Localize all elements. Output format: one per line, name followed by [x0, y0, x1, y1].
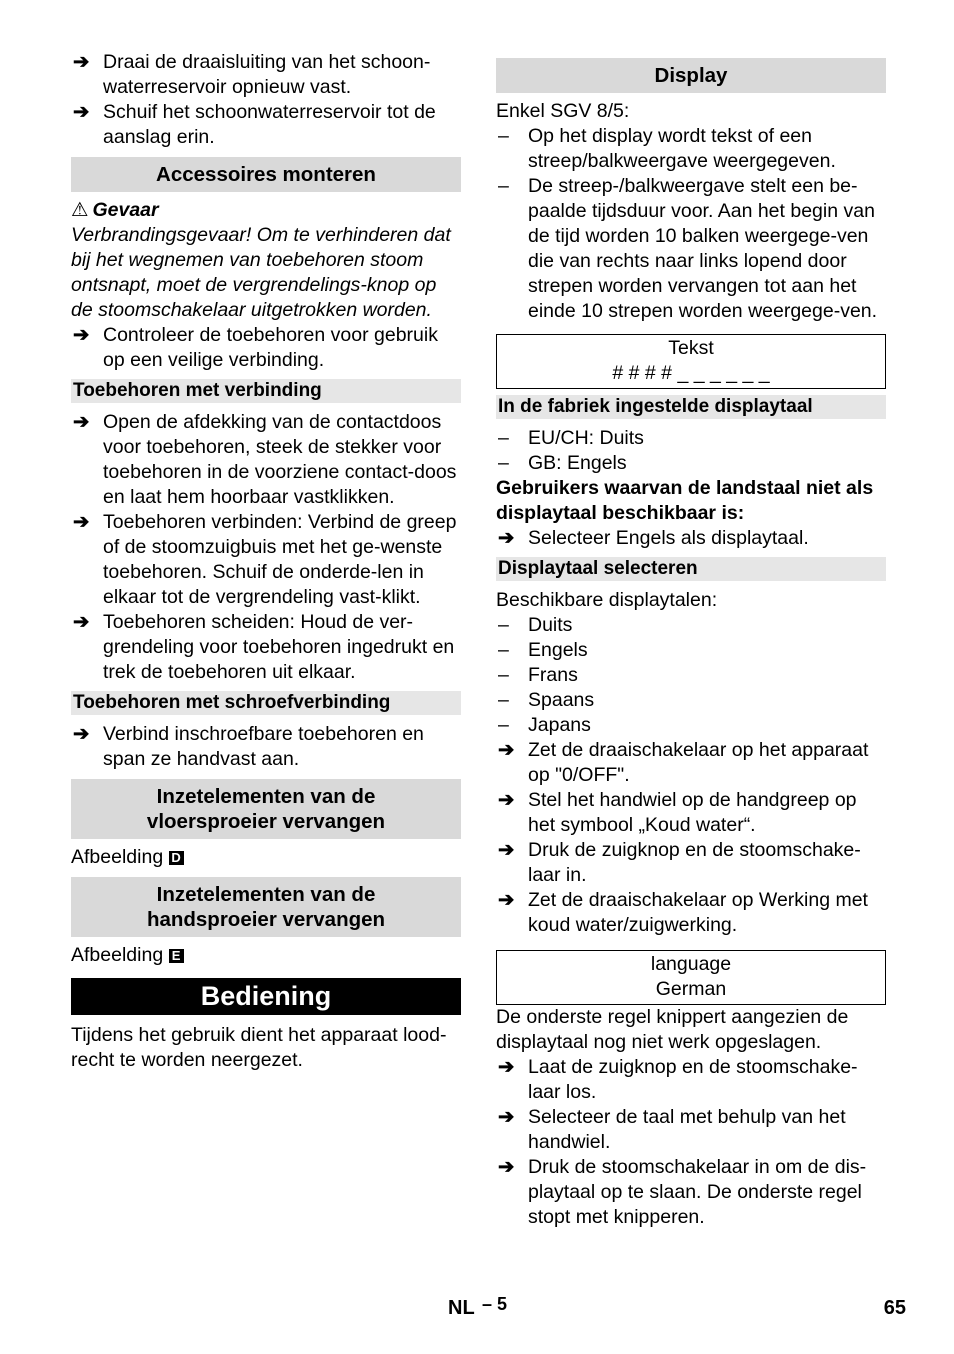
dash-bullet: –: [498, 427, 509, 449]
arrow-right-icon: ➔: [73, 411, 90, 433]
footer-page-total: 65: [883, 1297, 906, 1319]
list-item: – GB: Engels: [498, 452, 627, 474]
list-item: – Japans: [498, 714, 591, 736]
arrow-right-icon: ➔: [498, 739, 515, 761]
list-item: ➔ Open de afdekking van de contactdoos voor toebehoren, steek de stekker voor toebehoren in de voorziene contact-doos en laat hem hoorbaar vastklikken.: [73, 411, 457, 508]
list-item: – EU/CH: Duits: [498, 427, 644, 449]
list-item: ➔ Stel het handwiel op de handgreep op het symbool „Koud water“.: [498, 789, 857, 836]
arrow-right-icon: ➔: [73, 324, 90, 346]
footer-language: NL: [448, 1297, 475, 1319]
arrow-right-icon: ➔: [498, 889, 515, 911]
list-item: ➔ Zet de draaischakelaar op het apparaat op "0/OFF".: [498, 739, 869, 786]
list-item: – Engels: [498, 639, 588, 661]
display-box: language German: [496, 950, 886, 1005]
arrow-right-icon: ➔: [73, 101, 90, 123]
danger-text: Verbrandingsgevaar! Om te verhinderen dat bij het wegnemen van toebehoren stoom ontsnapt, moet de vergrendelings-knop op de stoomschakelaar uitgetrokken worden.: [71, 224, 451, 321]
list-item: – Spaans: [498, 689, 595, 711]
dash-bullet: –: [498, 689, 509, 711]
left-column: [71, 50, 461, 1073]
list-item: ➔ Druk de zuigknop en de stoomschake-laar in.: [498, 839, 861, 886]
right-column: [496, 50, 886, 1230]
arrow-right-icon: ➔: [73, 51, 90, 73]
list-item: – Op het display wordt tekst of een streep/balkweergave weergegeven.: [498, 125, 836, 172]
list-item: ➔ Selecteer de taal met behulp van het handwiel.: [498, 1106, 846, 1153]
dash-bullet: –: [498, 175, 509, 197]
paragraph: Beschikbare displaytalen:: [496, 589, 718, 611]
display-box: Tekst # # # # _ _ _ _ _ _: [496, 334, 886, 389]
section-heading: Inzetelementen van de vloersproeier vervangen: [71, 779, 461, 839]
subsection-heading: Displaytaal selecteren: [496, 557, 886, 581]
dash-bullet: –: [498, 664, 509, 686]
list-item: ➔ Selecteer Engels als displaytaal.: [498, 527, 809, 549]
arrow-right-icon: ➔: [498, 1106, 515, 1128]
dash-bullet: –: [498, 714, 509, 736]
dash-bullet: –: [498, 614, 509, 636]
list-item: – De streep-/balkweergave stelt een be-paalde tijdsduur voor. Aan het begin van de tijd worden 10 balken weergege-ven die van rechts naar links lopend door strepen worden vervangen tot aan het einde 10 strepen worden weergege-ven.: [498, 175, 878, 322]
subsection-heading: Toebehoren met verbinding: [71, 379, 461, 403]
warning-icon: ⚠: [71, 199, 89, 221]
figure-reference: Afbeelding E: [71, 943, 461, 968]
arrow-right-icon: ➔: [73, 611, 90, 633]
list-item: ➔ Schuif het schoonwaterreservoir tot de aanslag erin.: [73, 101, 436, 148]
section-heading: Accessoires monteren: [71, 157, 461, 192]
arrow-right-icon: ➔: [73, 723, 90, 745]
subsection-heading: In de fabriek ingestelde displaytaal: [496, 395, 886, 419]
figure-badge: E: [169, 949, 184, 963]
arrow-right-icon: ➔: [498, 1056, 515, 1078]
list-item: ➔ Verbind inschroefbare toebehoren en span ze handvast aan.: [73, 723, 424, 770]
paragraph: De onderste regel knippert aangezien de displaytaal nog niet werk opgeslagen.: [496, 1006, 849, 1053]
footer-page-number: – 5: [482, 1294, 508, 1314]
section-heading: Inzetelementen van de handsproeier vervangen: [71, 877, 461, 937]
list-item: ➔ Draai de draaisluiting van het schoon- waterreservoir opnieuw vast.: [73, 51, 431, 98]
list-item: ➔ Druk de stoomschakelaar in om de dis-playtaal op te slaan. De onderste regel stopt met knipperen.: [498, 1156, 867, 1228]
chapter-heading: Bediening: [71, 978, 461, 1015]
arrow-right-icon: ➔: [498, 1156, 515, 1178]
section-heading: Display: [496, 58, 886, 93]
list-item: ➔ Laat de zuigknop en de stoomschake-laar los.: [498, 1056, 858, 1103]
paragraph: Enkel SGV 8/5:: [496, 100, 630, 122]
arrow-right-icon: ➔: [498, 789, 515, 811]
list-item: ➔ Toebehoren scheiden: Houd de ver-grendeling voor toebehoren ingedrukt en trek de toebehoren uit elkaar.: [73, 611, 455, 683]
danger-title: ⚠ Gevaar: [71, 199, 159, 221]
bold-note: Gebruikers waarvan de landstaal niet als displaytaal beschikbaar is:: [496, 477, 874, 524]
list-item: – Frans: [498, 664, 578, 686]
list-item: ➔ Zet de draaischakelaar op Werking met koud water/zuigwerking.: [498, 889, 868, 936]
subsection-heading: Toebehoren met schroefverbinding: [71, 691, 461, 715]
dash-bullet: –: [498, 452, 509, 474]
arrow-right-icon: ➔: [498, 839, 515, 861]
dash-bullet: –: [498, 125, 509, 147]
paragraph: Tijdens het gebruik dient het apparaat lood-recht te worden neergezet.: [71, 1024, 447, 1071]
arrow-right-icon: ➔: [73, 511, 90, 533]
figure-reference: Afbeelding D: [71, 845, 461, 870]
dash-bullet: –: [498, 639, 509, 661]
list-item: ➔ Toebehoren verbinden: Verbind de greep of de stoomzuigbuis met het ge-wenste toebehoren. Schuif de onderde-len in elkaar tot de vergrendeling vast-klikt.: [73, 511, 457, 608]
arrow-right-icon: ➔: [498, 527, 515, 549]
list-item: – Duits: [498, 614, 573, 636]
list-item: ➔ Controleer de toebehoren voor gebruik op een veilige verbinding.: [73, 324, 438, 371]
figure-badge: D: [169, 851, 184, 865]
